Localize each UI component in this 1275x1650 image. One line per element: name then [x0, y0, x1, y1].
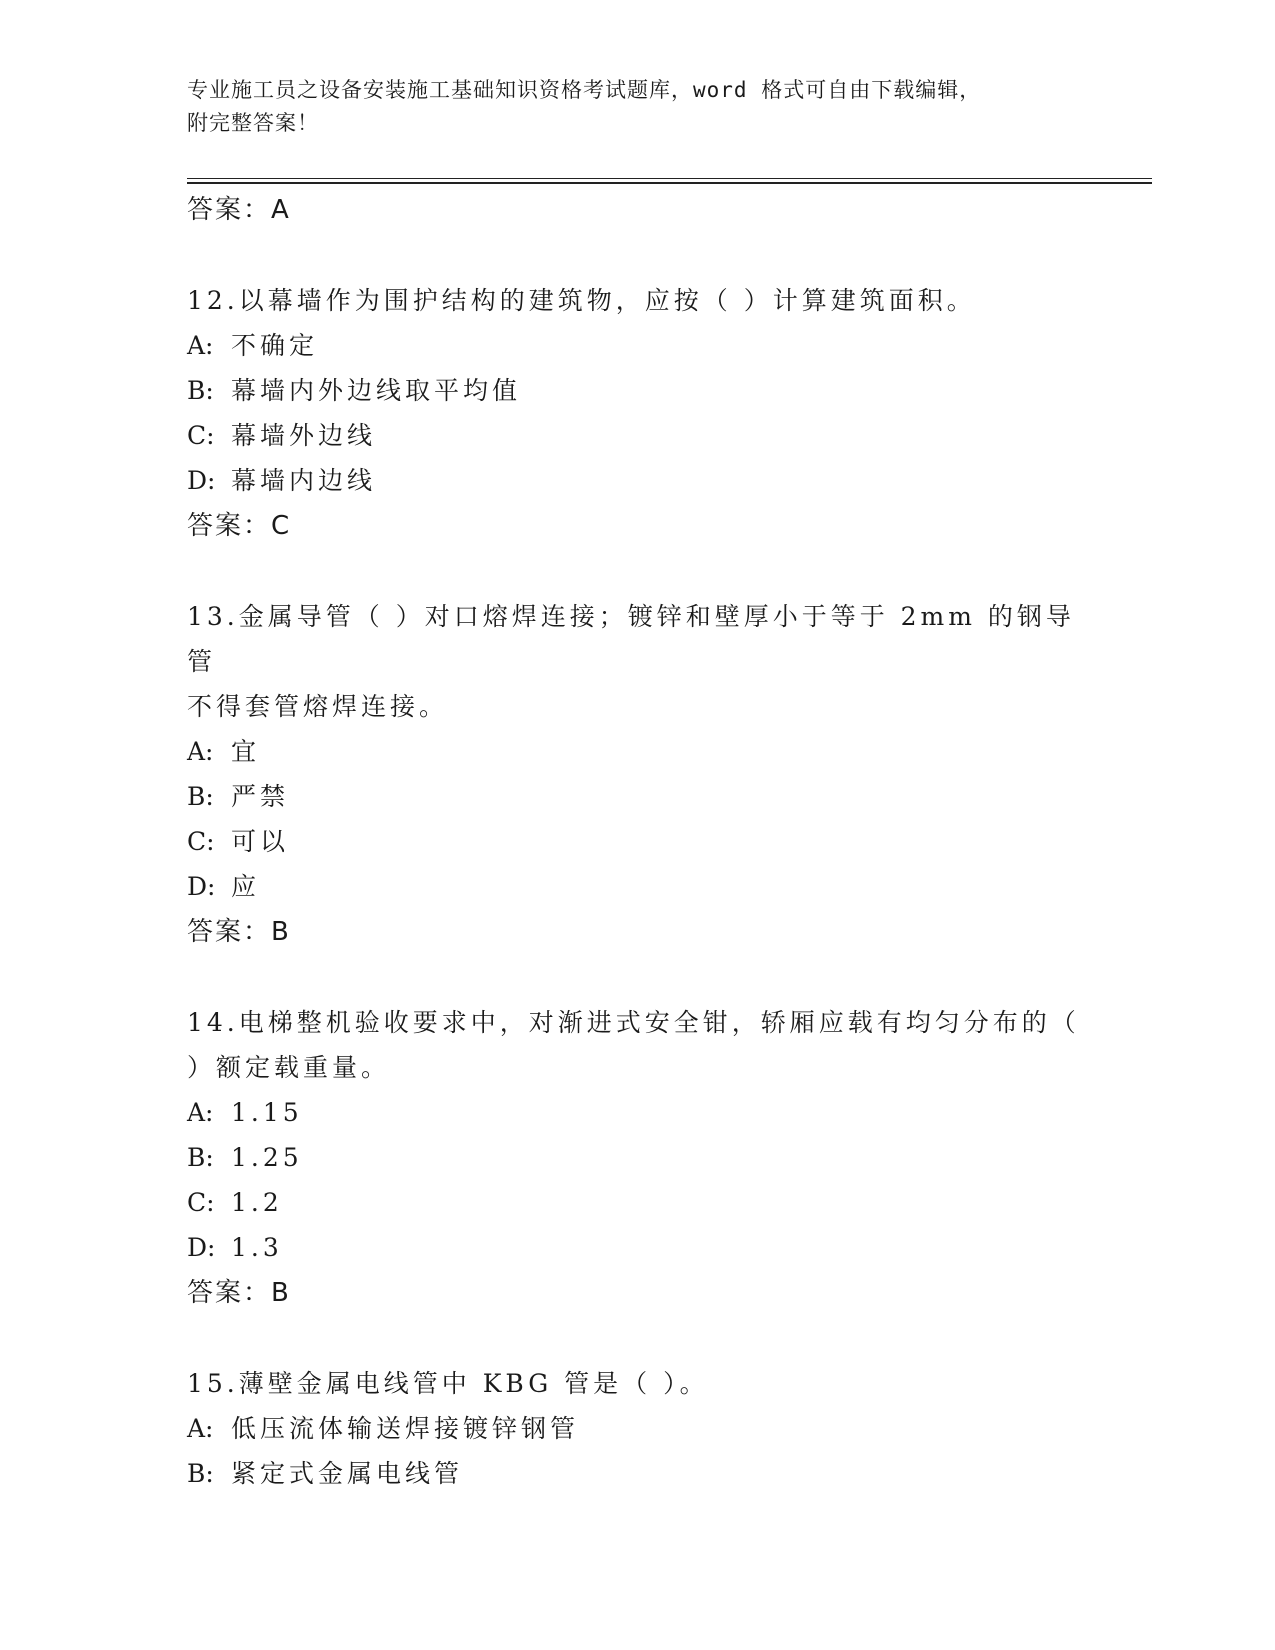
option-text: 应 — [231, 872, 261, 901]
question-list — [187, 187, 1087, 1496]
answer-line: 答案：B — [187, 1278, 291, 1308]
option-text: 1.3 — [231, 1233, 283, 1262]
option-text: 宜 — [231, 737, 261, 766]
question-block — [187, 278, 1087, 549]
option-text: 不确定 — [231, 331, 319, 360]
header-line-1: 专业施工员之设备安装施工基础知识资格考试题库，word 格式可自由下载编辑， — [187, 78, 982, 102]
spacer — [187, 549, 1087, 594]
option-letter: B: — [187, 1459, 214, 1488]
option-text: 1.15 — [231, 1098, 303, 1127]
header-divider-thick — [187, 182, 1152, 184]
spacer — [187, 233, 1087, 278]
option-b — [187, 1135, 1087, 1180]
option-letter: D: — [187, 1233, 216, 1262]
option-c — [187, 413, 1087, 458]
question-stem-line: 14.电梯整机验收要求中，对渐进式安全钳，轿厢应载有均匀分布的（ — [187, 1008, 1080, 1037]
question-stem-line: 不得套管熔焊连接。 — [187, 692, 449, 721]
option-letter: A: — [187, 1414, 214, 1443]
option-letter: B: — [187, 376, 214, 405]
option-b — [187, 368, 1087, 413]
option-letter: B: — [187, 782, 214, 811]
option-letter: D: — [187, 872, 216, 901]
answer-line: 答案：B — [187, 917, 291, 947]
question-block — [187, 1000, 1087, 1316]
option-text: 幕墙外边线 — [231, 421, 377, 450]
option-text: 可以 — [231, 827, 290, 856]
option-text: 幕墙内边线 — [231, 466, 377, 495]
option-letter: C: — [187, 1188, 215, 1217]
option-text: 低压流体输送焊接镀锌钢管 — [231, 1414, 580, 1443]
option-text: 紧定式金属电线管 — [231, 1459, 464, 1488]
option-a — [187, 729, 1087, 774]
option-d — [187, 458, 1087, 503]
question-stem: 12.以幕墙作为围护结构的建筑物，应按（ ）计算建筑面积。 — [187, 286, 976, 315]
option-letter: C: — [187, 421, 215, 450]
option-letter: A: — [187, 737, 214, 766]
option-letter: D: — [187, 466, 216, 495]
spacer — [187, 955, 1087, 1000]
option-d — [187, 1225, 1087, 1270]
question-stem-line: ）额定载重量。 — [187, 1053, 391, 1082]
option-c — [187, 819, 1087, 864]
document-header — [187, 74, 1067, 140]
option-letter: B: — [187, 1143, 214, 1172]
option-a — [187, 323, 1087, 368]
option-text: 严禁 — [231, 782, 290, 811]
option-letter: A: — [187, 331, 214, 360]
option-c — [187, 1180, 1087, 1225]
option-d — [187, 864, 1087, 909]
option-text: 1.2 — [231, 1188, 283, 1217]
spacer — [187, 1316, 1087, 1361]
header-line-2: 附完整答案！ — [187, 111, 319, 135]
option-b — [187, 1451, 1087, 1496]
option-text: 幕墙内外边线取平均值 — [231, 376, 522, 405]
question-block — [187, 1361, 1087, 1496]
header-divider-thin — [187, 178, 1152, 179]
question-block — [187, 594, 1087, 955]
answer-line: 答案：A — [187, 195, 291, 225]
option-a — [187, 1090, 1087, 1135]
option-text: 1.25 — [231, 1143, 303, 1172]
option-letter: A: — [187, 1098, 214, 1127]
option-a — [187, 1406, 1087, 1451]
option-b — [187, 774, 1087, 819]
answer-line: 答案：C — [187, 511, 292, 541]
option-letter: C: — [187, 827, 215, 856]
question-stem: 15.薄壁金属电线管中 KBG 管是（ ）。 — [187, 1369, 709, 1398]
question-stem-line: 13.金属导管（ ）对口熔焊连接；镀锌和壁厚小于等于 2mm 的钢导管 — [187, 602, 1075, 676]
